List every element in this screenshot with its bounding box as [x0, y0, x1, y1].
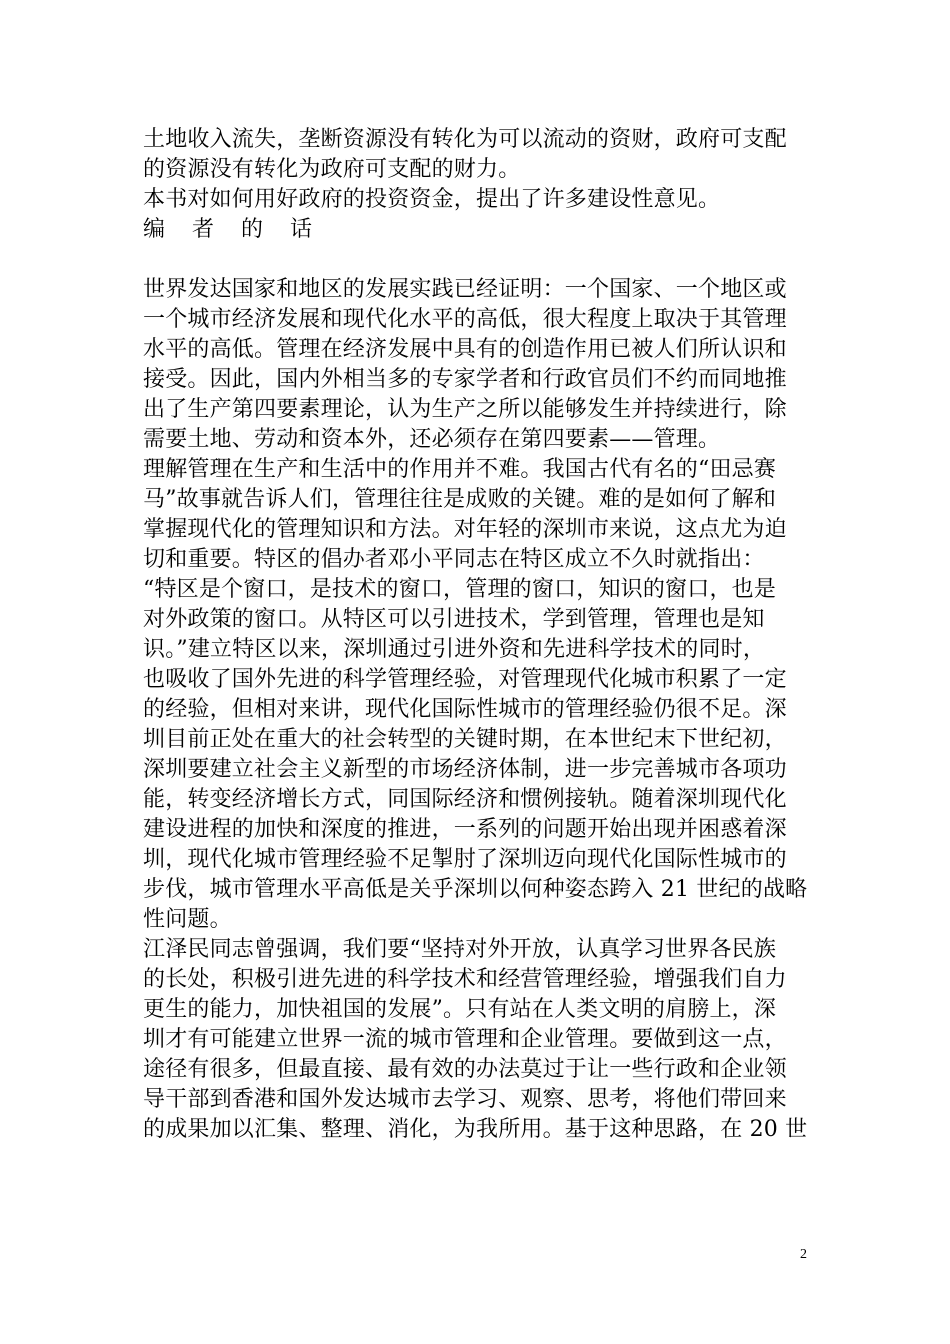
- text-line: 途径有很多，但最直接、最有效的办法莫过于让一些行政和企业领: [143, 1057, 787, 1082]
- text-line: 江泽民同志曾强调，我们要“坚持对外开放，认真学习世界各民族: [143, 937, 777, 962]
- text-line: 接受。因此，国内外相当多的专家学者和行政官员们不约而同地推: [143, 367, 787, 392]
- text-line: 的资源没有转化为政府可支配的财力。: [143, 157, 521, 182]
- text-line: 深圳要建立社会主义新型的市场经济体制，进一步完善城市各项功: [143, 757, 787, 782]
- text-line: 识。”建立特区以来，深圳通过引进外资和先进科学技术的同时，: [143, 637, 766, 662]
- text-line: 世界发达国家和地区的发展实践已经证明：一个国家、一个地区或: [143, 277, 787, 302]
- text-line: “特区是个窗口，是技术的窗口，管理的窗口，知识的窗口，也是: [143, 577, 777, 602]
- text-line: 本书对如何用好政府的投资资金，提出了许多建设性意见。: [143, 187, 721, 212]
- text-line: 出了生产第四要素理论，认为生产之所以能够发生并持续进行，除: [143, 397, 787, 422]
- text-line: 的成果加以汇集、整理、消化，为我所用。基于这种思路，在 20 世: [143, 1117, 808, 1142]
- text-line: 性问题。: [143, 907, 232, 932]
- text-line: 切和重要。特区的倡办者邓小平同志在特区成立不久时就指出：: [143, 547, 765, 572]
- section-heading: 编 者 的 话: [143, 217, 322, 242]
- body-text: [143, 125, 819, 1145]
- text-line: 圳才有可能建立世界一流的城市管理和企业管理。要做到这一点，: [143, 1027, 787, 1052]
- text-line: 马”故事就告诉人们，管理往往是成败的关键。难的是如何了解和: [143, 487, 777, 512]
- text-line: 水平的高低。管理在经济发展中具有的创造作用已被人们所认识和: [143, 337, 787, 362]
- text-line: 圳，现代化城市管理经验不足掣肘了深圳迈向现代化国际性城市的: [143, 847, 787, 872]
- text-line: 也吸收了国外先进的科学管理经验，对管理现代化城市积累了一定: [143, 667, 787, 692]
- text-line: 建设进程的加快和深度的推进，一系列的问题开始出现并困惑着深: [143, 817, 787, 842]
- text-line: 更生的能力，加快祖国的发展”。只有站在人类文明的肩膀上，深: [143, 997, 777, 1022]
- text-line: 的长处，积极引进先进的科学技术和经营管理经验，增强我们自力: [143, 967, 787, 992]
- text-line: 一个城市经济发展和现代化水平的高低，很大程度上取决于其管理: [143, 307, 787, 332]
- text-line: 的经验，但相对来讲，现代化国际性城市的管理经验仍很不足。深: [143, 697, 787, 722]
- blank-line: [143, 245, 819, 275]
- text-line: 导干部到香港和国外发达城市去学习、观察、思考，将他们带回来: [143, 1087, 787, 1112]
- text-line: 理解管理在生产和生活中的作用并不难。我国古代有名的“田忌赛: [143, 457, 777, 482]
- text-line: 土地收入流失，垄断资源没有转化为可以流动的资财，政府可支配: [143, 127, 787, 152]
- text-line: 掌握现代化的管理知识和方法。对年轻的深圳市来说，这点尤为迫: [143, 517, 787, 542]
- text-line: 对外政策的窗口。从特区可以引进技术，学到管理，管理也是知: [143, 607, 765, 632]
- page-number: 2: [800, 1247, 807, 1262]
- text-line: 需要土地、劳动和资本外，还必须存在第四要素——管理。: [143, 427, 721, 452]
- text-line: 能，转变经济增长方式，同国际经济和惯例接轨。随着深圳现代化: [143, 787, 787, 812]
- text-line: 圳目前正处在重大的社会转型的关键时期，在本世纪末下世纪初，: [143, 727, 787, 752]
- text-line: 步伐，城市管理水平高低是关乎深圳以何种姿态跨入 21 世纪的战略: [143, 877, 808, 902]
